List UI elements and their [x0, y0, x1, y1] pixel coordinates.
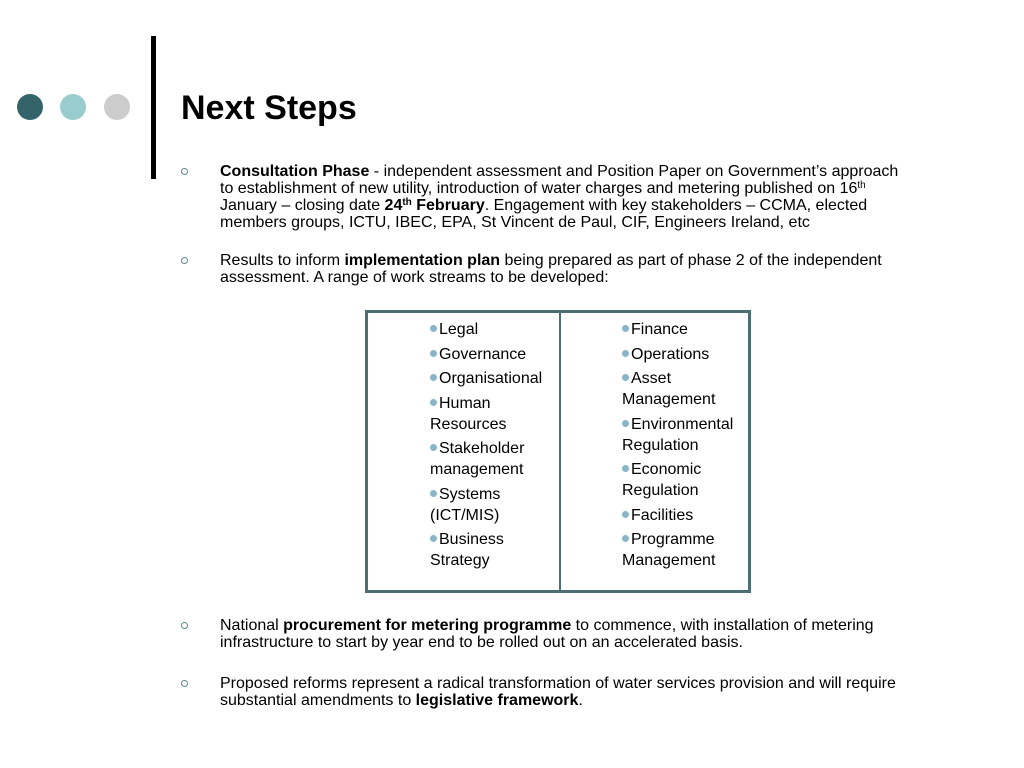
- bullet-dot-icon: [622, 350, 629, 357]
- text-run: being prepared as part of phase 2 of the independent assessment. A range of work streams to be developed:: [220, 252, 882, 286]
- text-run: - independent assessment and Position Paper on Government’s approach to establishment of new utility, introduction of water charges and metering published on 16: [220, 163, 899, 197]
- list-item: [622, 344, 742, 365]
- list-item-label: Governance: [439, 345, 527, 363]
- bullet-text: [220, 675, 911, 709]
- bullet-dot-icon: [622, 325, 629, 332]
- list-item: [622, 368, 742, 410]
- bullet-dot-icon: [430, 535, 437, 542]
- list-item-label: Operations: [631, 345, 710, 363]
- list-item-label: Legal: [439, 321, 479, 338]
- text-run: Proposed reforms represent a radical transformation of water services provision and will require substantial amendments to: [220, 675, 896, 709]
- slide-title: Next Steps: [181, 89, 357, 127]
- bold-text: Consultation Phase: [220, 163, 370, 180]
- decorative-dot-dark: [17, 94, 43, 120]
- workstreams-right-column: [561, 313, 748, 590]
- list-item-label: Human Resources: [430, 394, 507, 433]
- list-item-label: Economic Regulation: [622, 461, 702, 499]
- list-item: [430, 368, 553, 389]
- text-run: Results to inform: [220, 252, 345, 269]
- decorative-dot-grey: [104, 94, 130, 120]
- list-item: [622, 459, 742, 501]
- list-item: [430, 393, 553, 435]
- list-item-label: Asset Management: [622, 370, 716, 408]
- bullet-dot-icon: [430, 399, 437, 406]
- bullet-text: [220, 617, 911, 651]
- bullet-marker-icon: [181, 622, 188, 629]
- text-run: to commence, with installation of metering infrastructure to start by year end to be rolled out on an accelerated basis.: [220, 617, 874, 651]
- list-item: [430, 484, 553, 526]
- bullet-text: [220, 252, 911, 286]
- bullet-dot-icon: [430, 325, 437, 332]
- list-item-label: Business Strategy: [430, 531, 504, 569]
- list-item-label: Facilities: [631, 506, 694, 524]
- bullet-marker-icon: [181, 680, 188, 687]
- bullet-dot-icon: [430, 444, 437, 451]
- bullet-dot-icon: [622, 465, 629, 472]
- bold-text: procurement for metering programme: [283, 617, 572, 634]
- bullet-dot-icon: [622, 535, 629, 542]
- list-item: [622, 319, 742, 340]
- bullet-dot-icon: [430, 490, 437, 497]
- list-item: [622, 505, 742, 526]
- bullet-marker-icon: [181, 257, 188, 264]
- list-item: [430, 344, 553, 365]
- list-item-label: Systems (ICT/MIS): [430, 485, 501, 524]
- workstreams-table: [365, 310, 751, 593]
- list-item: [430, 438, 553, 480]
- bullet-dot-icon: [622, 420, 629, 427]
- list-item: [622, 414, 742, 456]
- list-item-label: Environmental Regulation: [622, 415, 734, 454]
- list-item-label: Programme Management: [622, 531, 716, 569]
- decorative-dot-teal: [60, 94, 86, 120]
- bold-text: implementation plan: [344, 252, 501, 269]
- text-run: .: [578, 692, 583, 709]
- superscript: th: [402, 197, 412, 208]
- bullet-dot-icon: [622, 511, 629, 518]
- bullet-consultation-phase: [181, 163, 911, 231]
- bullet-implementation-plan: [181, 252, 911, 286]
- list-item-label: Stakeholder management: [430, 440, 525, 478]
- list-item-label: Organisational: [439, 370, 543, 387]
- text-run: January – closing date: [220, 197, 385, 214]
- bold-text: [385, 197, 485, 214]
- bullet-marker-icon: [181, 168, 188, 175]
- title-divider-bar: [151, 36, 156, 179]
- workstreams-left-column: [368, 313, 561, 590]
- bullet-metering-procurement: [181, 617, 911, 651]
- bold-date-day: 24: [384, 197, 403, 214]
- list-item: [622, 529, 742, 571]
- bullet-dot-icon: [622, 374, 629, 381]
- superscript: th: [857, 180, 866, 191]
- text-run: . Engagement with key stakeholders – CCMA, elected members groups, ICTU, IBEC, EPA, St Vincent de Paul, CIF, Engineers Ireland, etc: [220, 197, 868, 231]
- text-run: National: [220, 617, 284, 634]
- list-item: [430, 319, 553, 340]
- list-item-label: Finance: [631, 321, 688, 338]
- list-item: [430, 529, 553, 571]
- bold-text: legislative framework: [415, 692, 579, 709]
- bullet-legislative-framework: [181, 675, 911, 709]
- bullet-dot-icon: [430, 350, 437, 357]
- bullet-dot-icon: [430, 374, 437, 381]
- bold-date-month: February: [411, 197, 485, 214]
- bullet-text: [220, 163, 911, 231]
